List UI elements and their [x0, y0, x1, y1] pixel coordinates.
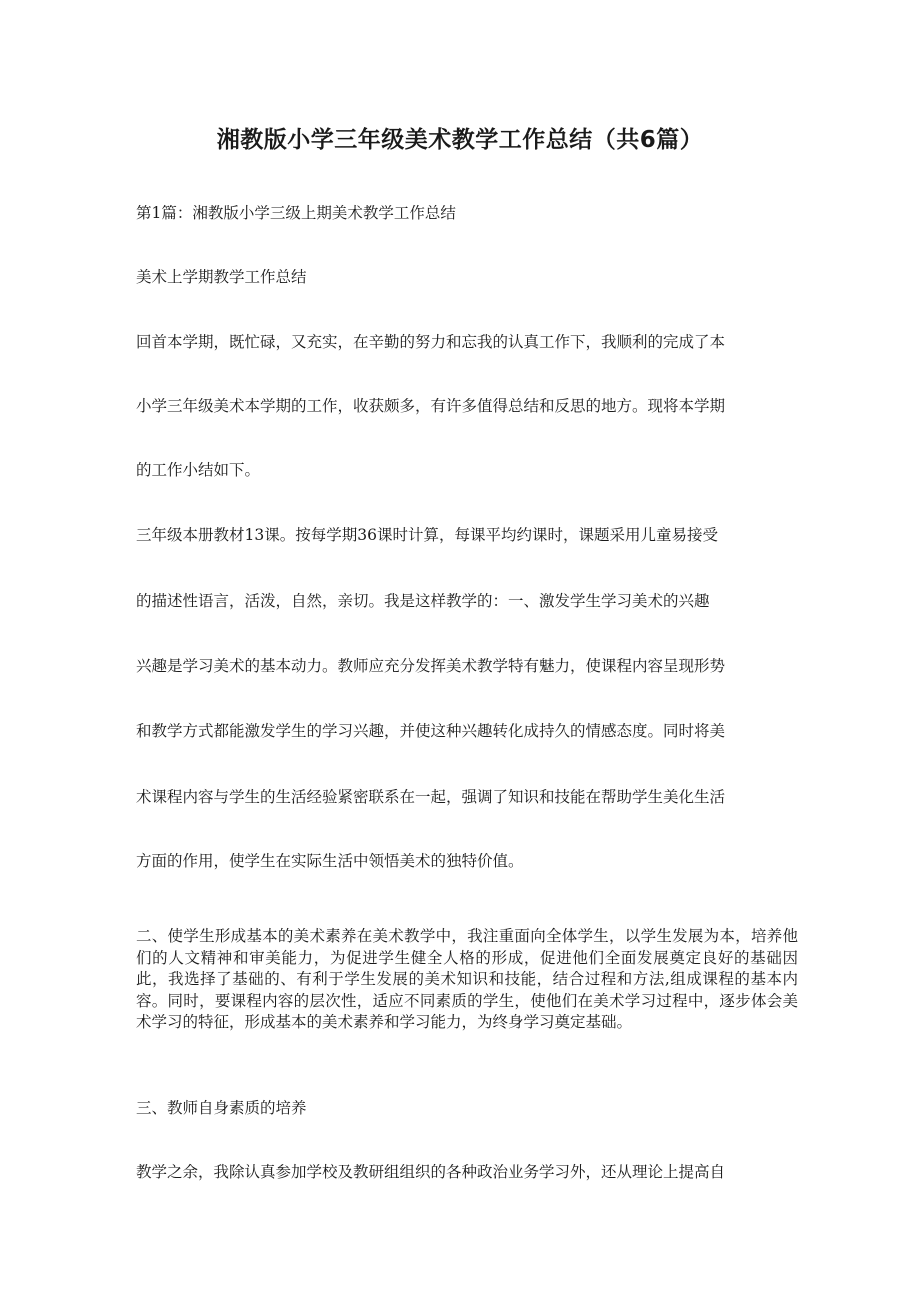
paragraph-1-line-1: 回首本学期，既忙碌，又充实，在辛勤的努力和忘我的认真工作下，我顺利的完成了本 [136, 333, 726, 351]
chapter-heading: 第1篇：湘教版小学三级上期美术教学工作总结 [136, 204, 456, 222]
paragraph-2-line-2: 的描述性语言，活泼，自然，亲切。我是这样教学的：一、激发学生学习美术的兴趣 [136, 592, 710, 610]
paragraph-1-line-3: 的工作小结如下。 [136, 461, 261, 479]
paragraph-3: 二、使学生形成基本的美术素养在美术教学中，我注重面向全体学生，以学生发展为本，培养他们的人文精神和审美能力，为促进学生健全人格的形成，促进他们全面发展奠定良好的基础因此，我选择了基础的、有利于学生发展的美术知识和技能，结合过程和方法,组成课程的基本内容。同时，要课程内容的层次性，适应不同素质的学生，使他们在美术学习过程中，逐步体会美术学习的特征，形成基本的美术素养和学习能力，为终身学习奠定基础。 [136, 927, 798, 1031]
paragraph-4-line-1: 教学之余，我除认真参加学校及教研组组织的各种政治业务学习外，还从理论上提高自 [136, 1163, 726, 1181]
paragraph-2-line-6: 方面的作用，使学生在实际生活中领悟美术的独特价值。 [136, 852, 524, 870]
subheading: 美术上学期教学工作总结 [136, 268, 307, 286]
paragraph-2-line-4: 和教学方式都能激发学生的学习兴趣，并使这种兴趣转化成持久的情感态度。同时将美 [136, 722, 726, 740]
paragraph-2-line-3: 兴趣是学习美术的基本动力。教师应充分发挥美术教学特有魅力，使课程内容呈现形势 [136, 657, 726, 675]
paragraph-2-line-5: 术课程内容与学生的生活经验紧密联系在一起，强调了知识和技能在帮助学生美化生活 [136, 788, 726, 806]
document-title: 湘教版小学三年级美术教学工作总结（共6篇） [216, 127, 704, 153]
section-3-heading: 三、教师自身素质的培养 [136, 1099, 307, 1117]
paragraph-1-line-2: 小学三年级美术本学期的工作，收获颇多，有许多值得总结和反思的地方。现将本学期 [136, 397, 726, 415]
paragraph-2-line-1: 三年级本册教材13课。按每学期36课时计算，每课平均约课时，课题采用儿童易接受 [136, 526, 718, 544]
